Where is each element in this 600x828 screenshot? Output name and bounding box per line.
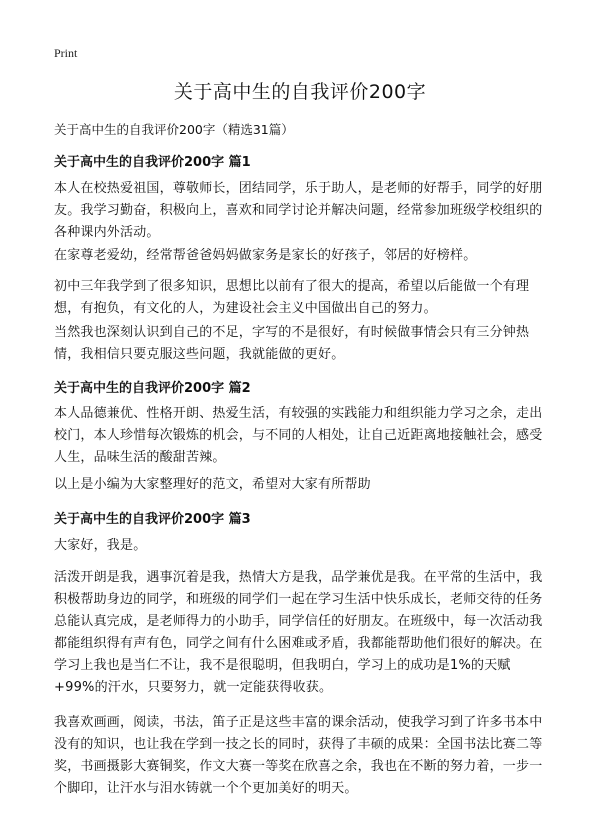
- print-link[interactable]: Print: [54, 46, 78, 60]
- section-3-paragraph-2: 活泼开朗是我，遇事沉着是我，热情大方是我，品学兼优是我。在平常的生活中，我积极帮助身边的同学，和班级的同学们一起在学习生活中快乐成长，老师交待的任务总能认真完成，是老师得力的小助手，同学信任的好朋友。在班级中，每一次活动我都能组织得有声有色，同学之间有什么困难或矛盾，我都能帮助他们很好的解决。在学习上我也是当仁不让，我不是很聪明，但我明白，学习上的成功是1%的天赋+99%的汗水，只要努力，就一定能获得收获。: [54, 570, 543, 695]
- section-heading-3: 关于高中生的自我评价200字 篇3: [54, 512, 251, 527]
- section-3-paragraph-1: 大家好，我是。: [54, 538, 147, 553]
- section-1-paragraph-1: 本人在校热爱祖国，尊敬师长，团结同学，乐于助人，是老师的好帮手，同学的好朋友。我学习勤奋，积极向上，喜欢和同学讨论并解决问题，经常参加班级学校组织的各种课内外活动。: [54, 181, 543, 240]
- section-heading-2: 关于高中生的自我评价200字 篇2: [54, 381, 251, 396]
- document-title: 关于高中生的自我评价200字: [173, 81, 427, 103]
- section-2-paragraph-2: 以上是小编为大家整理好的范文，希望对大家有所帮助: [54, 477, 371, 492]
- section-1-paragraph-3: 初中三年我学到了很多知识，思想比以前有了很大的提高，希望以后能做一个有理想，有抱负，有文化的人，为建设社会主义中国做出自己的努力。: [54, 279, 530, 316]
- section-heading-1: 关于高中生的自我评价200字 篇1: [54, 155, 251, 170]
- section-2-paragraph-1: 本人品德兼优、性格开朗、热爱生活，有较强的实践能力和组织能力学习之余，走出校门，本人珍惜每次锻炼的机会，与不同的人相处，让自己近距离地接触社会，感受人生，品味生活的酸甜苦辣。: [54, 406, 543, 465]
- section-1-paragraph-4: 当然我也深刻认识到自己的不足，字写的不是很好，有时候做事情会只有三分钟热情，我相信只要克服这些问题，我就能做的更好。: [54, 325, 530, 362]
- document-subtitle: 关于高中生的自我评价200字（精选31篇）: [54, 122, 294, 137]
- section-1-paragraph-2: 在家尊老爱幼，经常帮爸爸妈妈做家务是家长的好孩子，邻居的好榜样。: [54, 248, 477, 263]
- section-3-paragraph-3: 我喜欢画画，阅读，书法，笛子正是这些丰富的课余活动，使我学习到了许多书本中没有的知识，也让我在学到一技之长的同时，获得了丰硕的成果：全国书法比赛二等奖，书画摄影大赛铜奖，作文大赛一等奖在欣喜之余，我也在不断的努力着，一步一个脚印，让汗水与泪水铸就一个个更加美好的明天。: [54, 715, 543, 796]
